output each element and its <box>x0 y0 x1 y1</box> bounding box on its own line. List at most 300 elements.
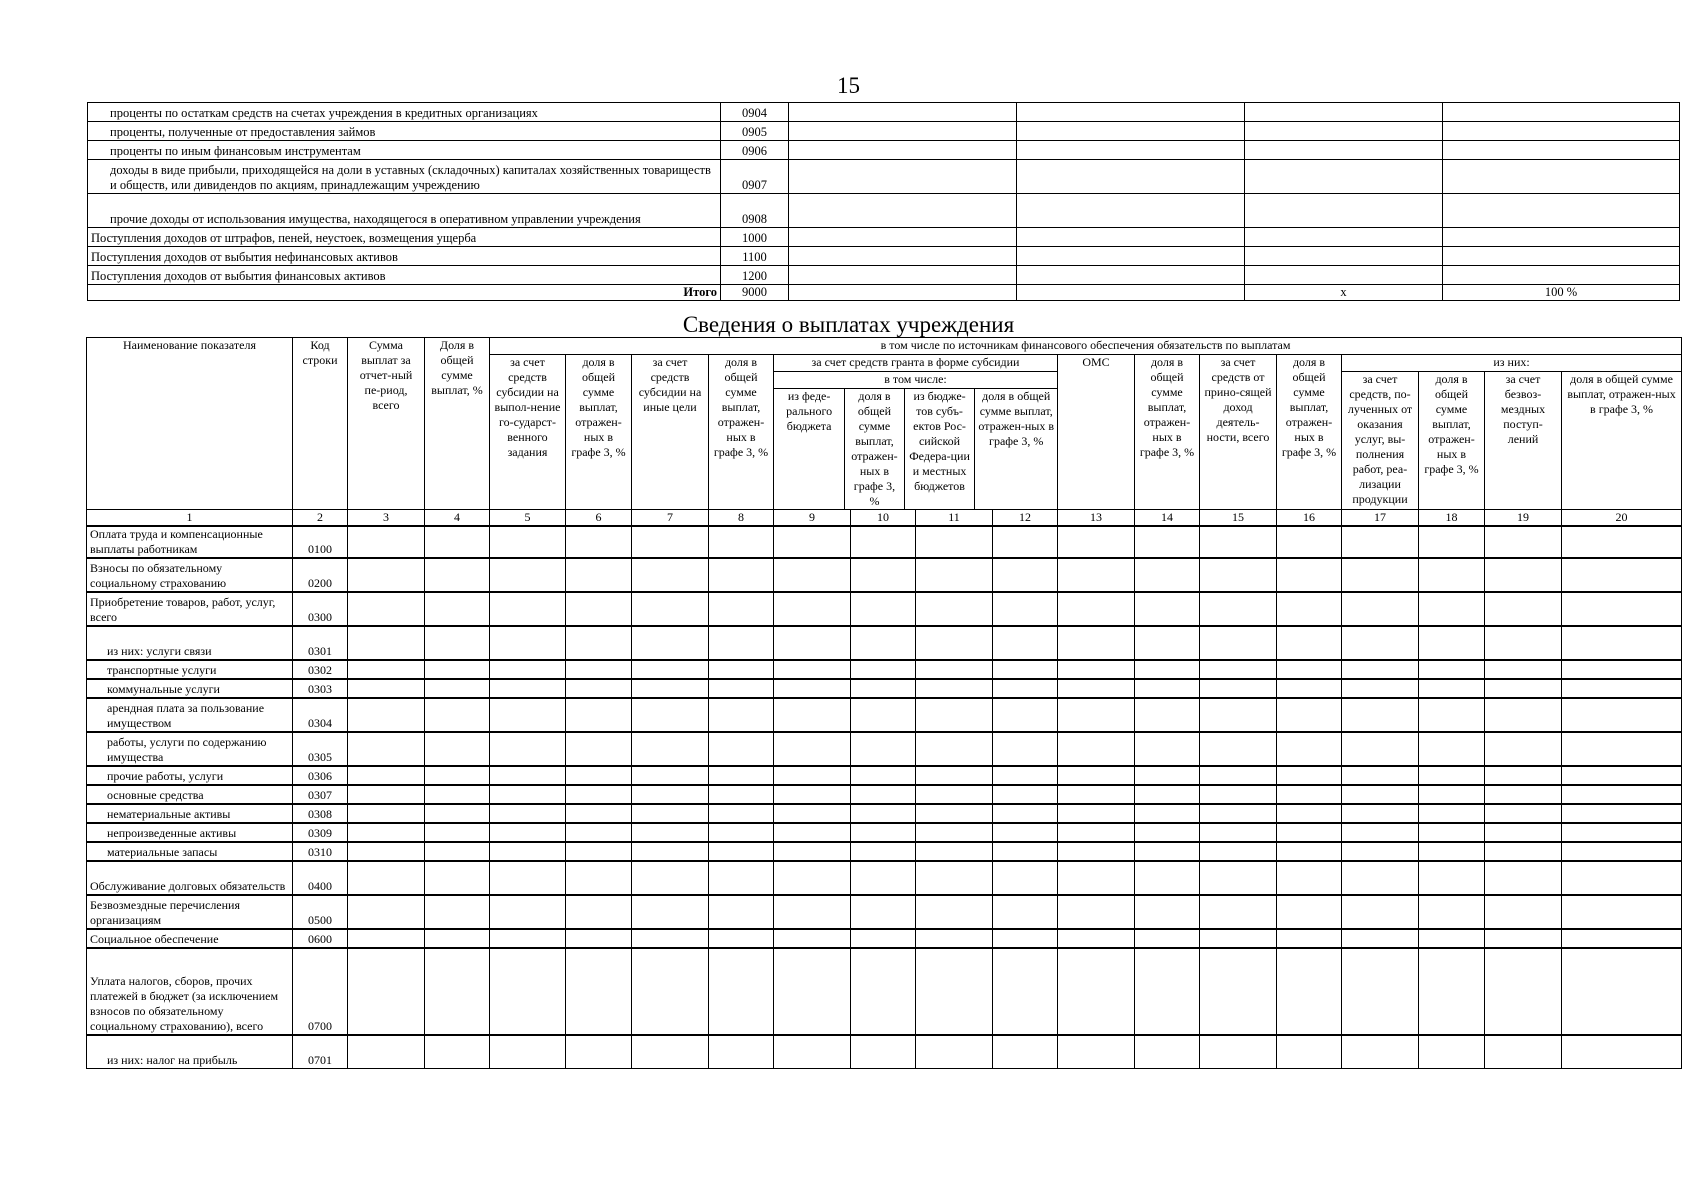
payment-row-value <box>632 948 709 1035</box>
payment-row-value <box>1277 785 1342 804</box>
payment-row-value <box>1135 823 1200 842</box>
income-row <box>88 228 1680 247</box>
payment-row-value <box>1058 861 1135 895</box>
payment-row-value <box>1135 732 1200 766</box>
payment-row-value <box>348 592 425 626</box>
payment-row-value <box>1419 804 1485 823</box>
payment-row-value <box>709 626 774 660</box>
income-row-value <box>1443 194 1680 228</box>
payment-row-value <box>1058 1035 1135 1069</box>
payment-row-value <box>348 842 425 861</box>
payment-row-value <box>566 823 632 842</box>
income-row-value <box>789 122 1017 141</box>
payment-row-value <box>1135 861 1200 895</box>
header-col-20: доля в общей сумме выплат, отражен-ных в графе 3, % <box>1562 372 1682 510</box>
payment-row-value <box>1562 785 1682 804</box>
payment-row-value <box>348 895 425 929</box>
payment-row-value <box>632 679 709 698</box>
payment-row-code: 0304 <box>293 698 348 732</box>
payment-row-value <box>1277 861 1342 895</box>
payment-row-value <box>1419 526 1485 558</box>
payment-row-value <box>425 804 490 823</box>
payment-row-value <box>1419 895 1485 929</box>
income-row-value <box>789 141 1017 160</box>
income-row-name: Поступления доходов от выбытия финансовых активов <box>88 266 721 285</box>
payment-row-value <box>1342 660 1419 679</box>
payment-row-value <box>566 679 632 698</box>
payment-row-value <box>1200 804 1277 823</box>
payment-row-value <box>1485 732 1562 766</box>
payment-row-value <box>993 823 1058 842</box>
payment-row-value <box>1277 948 1342 1035</box>
income-row-value <box>1017 228 1245 247</box>
payment-row-value <box>993 861 1058 895</box>
payment-row <box>87 679 1682 698</box>
income-row-name: проценты по остаткам средств на счетах учреждения в кредитных организациях <box>88 103 721 122</box>
payment-row-value <box>1485 823 1562 842</box>
income-row-value <box>1443 122 1680 141</box>
payment-row-value <box>1562 732 1682 766</box>
payment-row-value <box>851 842 916 861</box>
payment-row-value <box>1058 732 1135 766</box>
payment-row-value <box>851 526 916 558</box>
payment-row-value <box>916 679 993 698</box>
payment-row-name: основные средства <box>87 785 293 804</box>
header-col-16: доля в общей сумме выплат, отражен-ных в графе 3, % <box>1277 355 1342 510</box>
payment-row-value <box>1562 842 1682 861</box>
payment-row-value <box>425 732 490 766</box>
payment-row-value <box>851 785 916 804</box>
payment-row <box>87 592 1682 626</box>
payment-row-value <box>1200 592 1277 626</box>
header-col-14: доля в общей сумме выплат, отражен-ных в графе 3, % <box>1135 355 1200 510</box>
payment-row-value <box>1135 895 1200 929</box>
payment-row-value <box>566 785 632 804</box>
header-col-10: доля в общей сумме выплат, отражен-ных в графе 3, % <box>845 388 904 509</box>
payment-row-code: 0100 <box>293 526 348 558</box>
payment-row-value <box>632 823 709 842</box>
payment-row-value <box>1419 766 1485 785</box>
payment-row-value <box>490 823 566 842</box>
column-numbers-row <box>87 509 1682 526</box>
column-number: 5 <box>490 509 566 526</box>
payment-row-value <box>490 929 566 948</box>
payment-row-value <box>1419 679 1485 698</box>
payment-row-value <box>1135 842 1200 861</box>
payment-row-value <box>1058 626 1135 660</box>
payment-row <box>87 732 1682 766</box>
column-number: 12 <box>993 509 1058 526</box>
payment-row-value <box>916 804 993 823</box>
payment-row-value <box>1200 1035 1277 1069</box>
payment-row-value <box>1277 698 1342 732</box>
payment-row-value <box>851 766 916 785</box>
header-code: Код строки <box>293 338 348 510</box>
payment-row-value <box>709 842 774 861</box>
payment-row-value <box>993 732 1058 766</box>
income-row <box>88 194 1680 228</box>
payment-row-value <box>566 895 632 929</box>
payment-row-value <box>709 660 774 679</box>
header-col-8: доля в общей сумме выплат, отражен-ных в графе 3, % <box>709 355 774 510</box>
payment-row-value <box>1419 948 1485 1035</box>
payment-row-value <box>1562 929 1682 948</box>
payment-row <box>87 698 1682 732</box>
payment-row-value <box>1277 804 1342 823</box>
payment-row-value <box>1485 804 1562 823</box>
payment-row-value <box>774 592 851 626</box>
payment-row-value <box>1419 698 1485 732</box>
income-row-code: 0907 <box>721 160 789 194</box>
payment-row-value <box>709 679 774 698</box>
payment-row-value <box>916 895 993 929</box>
payment-row-value <box>1419 660 1485 679</box>
payment-row-value <box>348 823 425 842</box>
income-row <box>88 247 1680 266</box>
header-col-17: за счет средств, по-лученных от оказания услуг, вы-полнения работ, реа-лизации продукции <box>1342 372 1419 510</box>
payment-row-value <box>1485 861 1562 895</box>
payment-row-value <box>1562 823 1682 842</box>
payment-row-value <box>993 929 1058 948</box>
income-row <box>88 266 1680 285</box>
payment-row-value <box>348 660 425 679</box>
payment-row-value <box>1562 626 1682 660</box>
payment-row-code: 0303 <box>293 679 348 698</box>
income-row-value <box>1443 141 1680 160</box>
payment-row-value <box>774 929 851 948</box>
payment-row-value <box>774 698 851 732</box>
payment-row-value <box>425 1035 490 1069</box>
income-row-name: Поступления доходов от выбытия нефинансовых активов <box>88 247 721 266</box>
payment-row-value <box>1419 785 1485 804</box>
payment-row-value <box>993 526 1058 558</box>
income-total-value <box>789 285 1017 301</box>
payment-row-code: 0308 <box>293 804 348 823</box>
payment-row-value <box>1419 842 1485 861</box>
column-number: 7 <box>632 509 709 526</box>
payment-row-value <box>993 948 1058 1035</box>
payment-row-value <box>1342 861 1419 895</box>
income-row <box>88 103 1680 122</box>
payment-row-value <box>774 861 851 895</box>
header-col-7: за счет средств субсидии на иные цели <box>632 355 709 510</box>
income-row-value <box>1017 247 1245 266</box>
payment-row-value <box>566 861 632 895</box>
payment-row-value <box>425 785 490 804</box>
payment-row-value <box>632 895 709 929</box>
payment-row-value <box>993 592 1058 626</box>
payment-row-value <box>566 660 632 679</box>
payment-row-value <box>1485 929 1562 948</box>
payment-row-value <box>348 698 425 732</box>
payment-row-value <box>1419 861 1485 895</box>
payment-row-value <box>348 558 425 592</box>
payment-row-value <box>632 698 709 732</box>
income-row <box>88 122 1680 141</box>
payment-row-value <box>425 592 490 626</box>
payment-row-value <box>1342 732 1419 766</box>
payment-row-value <box>1135 698 1200 732</box>
payment-row-value <box>566 842 632 861</box>
income-total-marker: x <box>1245 285 1443 301</box>
payment-row-name: материальные запасы <box>87 842 293 861</box>
header-col-18: доля в общей сумме выплат, отражен-ных в графе 3, % <box>1419 372 1485 510</box>
payment-row-value <box>1277 592 1342 626</box>
payment-row-value <box>1277 1035 1342 1069</box>
payment-row <box>87 929 1682 948</box>
income-row-value <box>1017 266 1245 285</box>
income-row-value <box>1443 247 1680 266</box>
payment-row-value <box>425 626 490 660</box>
payment-row-value <box>1342 785 1419 804</box>
payment-row-value <box>1562 592 1682 626</box>
payment-row-value <box>1485 948 1562 1035</box>
payment-row-value <box>709 895 774 929</box>
payment-row-value <box>1419 732 1485 766</box>
payment-row-value <box>1135 804 1200 823</box>
payment-row-value <box>1342 766 1419 785</box>
payment-row-value <box>490 1035 566 1069</box>
payment-row-value <box>1200 698 1277 732</box>
payment-row <box>87 804 1682 823</box>
payment-row-value <box>348 526 425 558</box>
payment-row-value <box>348 1035 425 1069</box>
payment-row-value <box>1485 895 1562 929</box>
payment-row-value <box>1342 558 1419 592</box>
payment-row-value <box>916 660 993 679</box>
column-number: 18 <box>1419 509 1485 526</box>
payment-row-name: транспортные услуги <box>87 660 293 679</box>
income-row-name: Поступления доходов от штрафов, пеней, неустоек, возмещения ущерба <box>88 228 721 247</box>
income-row-value <box>1245 194 1443 228</box>
payment-row-value <box>916 861 993 895</box>
payment-row-value <box>1277 626 1342 660</box>
payment-row-value <box>1200 660 1277 679</box>
payment-row-value <box>709 929 774 948</box>
income-row-value <box>1245 122 1443 141</box>
payment-row-value <box>632 785 709 804</box>
column-number: 9 <box>774 509 851 526</box>
column-number: 13 <box>1058 509 1135 526</box>
payment-row-value <box>916 592 993 626</box>
payment-row-value <box>1277 732 1342 766</box>
column-number: 1 <box>87 509 293 526</box>
payment-row-value <box>916 626 993 660</box>
payment-row-value <box>1277 526 1342 558</box>
payment-row-value <box>1277 558 1342 592</box>
income-row-value <box>1017 103 1245 122</box>
payment-row-value <box>709 948 774 1035</box>
payment-row-value <box>1200 785 1277 804</box>
payment-row-value <box>425 698 490 732</box>
payments-table <box>86 337 1682 1069</box>
payment-row-value <box>1277 929 1342 948</box>
payment-row-value <box>1562 679 1682 698</box>
payment-row-value <box>1058 895 1135 929</box>
payment-row-value <box>490 526 566 558</box>
payment-row-value <box>566 948 632 1035</box>
payment-row-value <box>851 698 916 732</box>
header-col-19: за счет безвоз-мездных поступ-лений <box>1485 372 1562 510</box>
header-col-12: доля в общей сумме выплат, отражен-ных в графе 3, % <box>978 388 1055 448</box>
income-total-percent: 100 % <box>1443 285 1680 301</box>
payment-row-value <box>916 785 993 804</box>
payment-row-value <box>632 842 709 861</box>
column-number: 4 <box>425 509 490 526</box>
header-of-them: из них: <box>1342 355 1682 372</box>
payment-row-value <box>1135 1035 1200 1069</box>
payment-row-value <box>490 895 566 929</box>
payment-row-code: 0701 <box>293 1035 348 1069</box>
payment-row-code: 0305 <box>293 732 348 766</box>
payment-row-value <box>425 679 490 698</box>
column-number: 14 <box>1135 509 1200 526</box>
payment-row-value <box>1419 823 1485 842</box>
income-row-value <box>1017 194 1245 228</box>
payment-row-name: Взносы по обязательному социальному страхованию <box>87 558 293 592</box>
payment-row-value <box>993 804 1058 823</box>
payment-row-value <box>1485 698 1562 732</box>
payment-row-value <box>1342 526 1419 558</box>
payment-row-value <box>566 698 632 732</box>
payment-row-value <box>1419 929 1485 948</box>
income-row <box>88 141 1680 160</box>
income-row-code: 1000 <box>721 228 789 247</box>
payment-row-value <box>566 732 632 766</box>
payment-row-value <box>1485 626 1562 660</box>
payment-row-name: Оплата труда и компенсационные выплаты работникам <box>87 526 293 558</box>
payment-row-value <box>1135 785 1200 804</box>
payment-row-value <box>490 861 566 895</box>
payment-row-value <box>425 766 490 785</box>
payment-row-name: Уплата налогов, сборов, прочих платежей в бюджет (за исключением взносов по обязательному социальному страхованию), всего <box>87 948 293 1035</box>
payment-row-value <box>1419 592 1485 626</box>
payment-row-value <box>916 929 993 948</box>
payment-row-value <box>709 785 774 804</box>
payment-row-value <box>1277 679 1342 698</box>
payment-row-value <box>1135 766 1200 785</box>
payment-row-value <box>632 660 709 679</box>
income-row-name: доходы в виде прибыли, приходящейся на доли в уставных (складочных) капиталах хозяйственных товариществ и обществ, или дивидендов по акциям, принадлежащим учреждению <box>88 160 721 194</box>
income-row-value <box>1245 266 1443 285</box>
payment-row-value <box>774 558 851 592</box>
payment-row-value <box>709 766 774 785</box>
payment-row-value <box>1342 698 1419 732</box>
payment-row-value <box>774 804 851 823</box>
payment-row-value <box>632 861 709 895</box>
payment-row-value <box>1562 948 1682 1035</box>
payment-row-value <box>916 823 993 842</box>
payment-row-value <box>916 948 993 1035</box>
income-row-value <box>789 228 1017 247</box>
column-number: 3 <box>348 509 425 526</box>
payment-row-value <box>1200 766 1277 785</box>
payment-row-value <box>632 732 709 766</box>
payment-row-value <box>348 732 425 766</box>
payment-row-value <box>348 785 425 804</box>
payment-row-value <box>993 626 1058 660</box>
payment-row-value <box>916 558 993 592</box>
payment-row-value <box>1135 660 1200 679</box>
payment-row-value <box>1135 592 1200 626</box>
payment-row-value <box>1342 823 1419 842</box>
payment-row-value <box>348 804 425 823</box>
payment-row-value <box>1200 823 1277 842</box>
payment-row-code: 0306 <box>293 766 348 785</box>
column-number: 10 <box>851 509 916 526</box>
payment-row-value <box>851 948 916 1035</box>
header-col-11: из бюдже-тов субъ-ектов Рос-сийской Федера-ции и местных бюджетов <box>904 388 975 509</box>
payment-row <box>87 558 1682 592</box>
payment-row-value <box>1562 558 1682 592</box>
payment-row-name: Социальное обеспечение <box>87 929 293 948</box>
payment-row-value <box>993 766 1058 785</box>
payment-row-value <box>490 766 566 785</box>
section-title: Сведения о выплатах учреждения <box>682 312 1015 337</box>
payment-row-value <box>774 526 851 558</box>
payment-row-value <box>425 929 490 948</box>
payment-row-value <box>993 660 1058 679</box>
income-row-value <box>1245 103 1443 122</box>
payment-row-value <box>709 558 774 592</box>
payment-row-value <box>709 823 774 842</box>
payment-row-value <box>1058 948 1135 1035</box>
payment-row-value <box>1562 766 1682 785</box>
payment-row-name: Безвозмездные перечисления организациям <box>87 895 293 929</box>
income-row-value <box>1245 141 1443 160</box>
payment-row-value <box>632 804 709 823</box>
payment-row-value <box>1342 948 1419 1035</box>
payment-row-name: работы, услуги по содержанию имущества <box>87 732 293 766</box>
payment-row-value <box>425 948 490 1035</box>
payment-row-value <box>1058 842 1135 861</box>
payment-row-name: арендная плата за пользование имуществом <box>87 698 293 732</box>
payment-row-value <box>425 660 490 679</box>
payment-row-value <box>490 732 566 766</box>
payment-row-value <box>1485 1035 1562 1069</box>
payment-row-value <box>632 526 709 558</box>
payment-row-value <box>1342 626 1419 660</box>
payment-row-value <box>1562 804 1682 823</box>
payment-row <box>87 895 1682 929</box>
payment-row-value <box>774 1035 851 1069</box>
header-col-9: из феде-рального бюджета <box>774 388 845 509</box>
payment-row-name: непроизведенные активы <box>87 823 293 842</box>
income-row-code: 0904 <box>721 103 789 122</box>
payment-row-value <box>916 732 993 766</box>
payment-row-code: 0309 <box>293 823 348 842</box>
payment-row-value <box>566 558 632 592</box>
payment-row-value <box>993 895 1058 929</box>
payment-row-value <box>851 895 916 929</box>
header-col-15: за счет средств от прино-сящей доход деятель-ности, всего <box>1200 355 1277 510</box>
payment-row-value <box>993 842 1058 861</box>
payment-row-value <box>851 558 916 592</box>
payment-row-value <box>1419 558 1485 592</box>
payment-row-value <box>916 842 993 861</box>
payment-row-value <box>1200 626 1277 660</box>
payment-row-value <box>632 592 709 626</box>
column-number: 16 <box>1277 509 1342 526</box>
payment-row-value <box>566 1035 632 1069</box>
payment-row-value <box>1135 929 1200 948</box>
payment-row-value <box>1058 526 1135 558</box>
payment-row-value <box>1200 732 1277 766</box>
payment-row-value <box>1058 785 1135 804</box>
income-row-code: 0906 <box>721 141 789 160</box>
payment-row-value <box>774 679 851 698</box>
header-col-6: доля в общей сумме выплат, отражен-ных в графе 3, % <box>566 355 632 510</box>
